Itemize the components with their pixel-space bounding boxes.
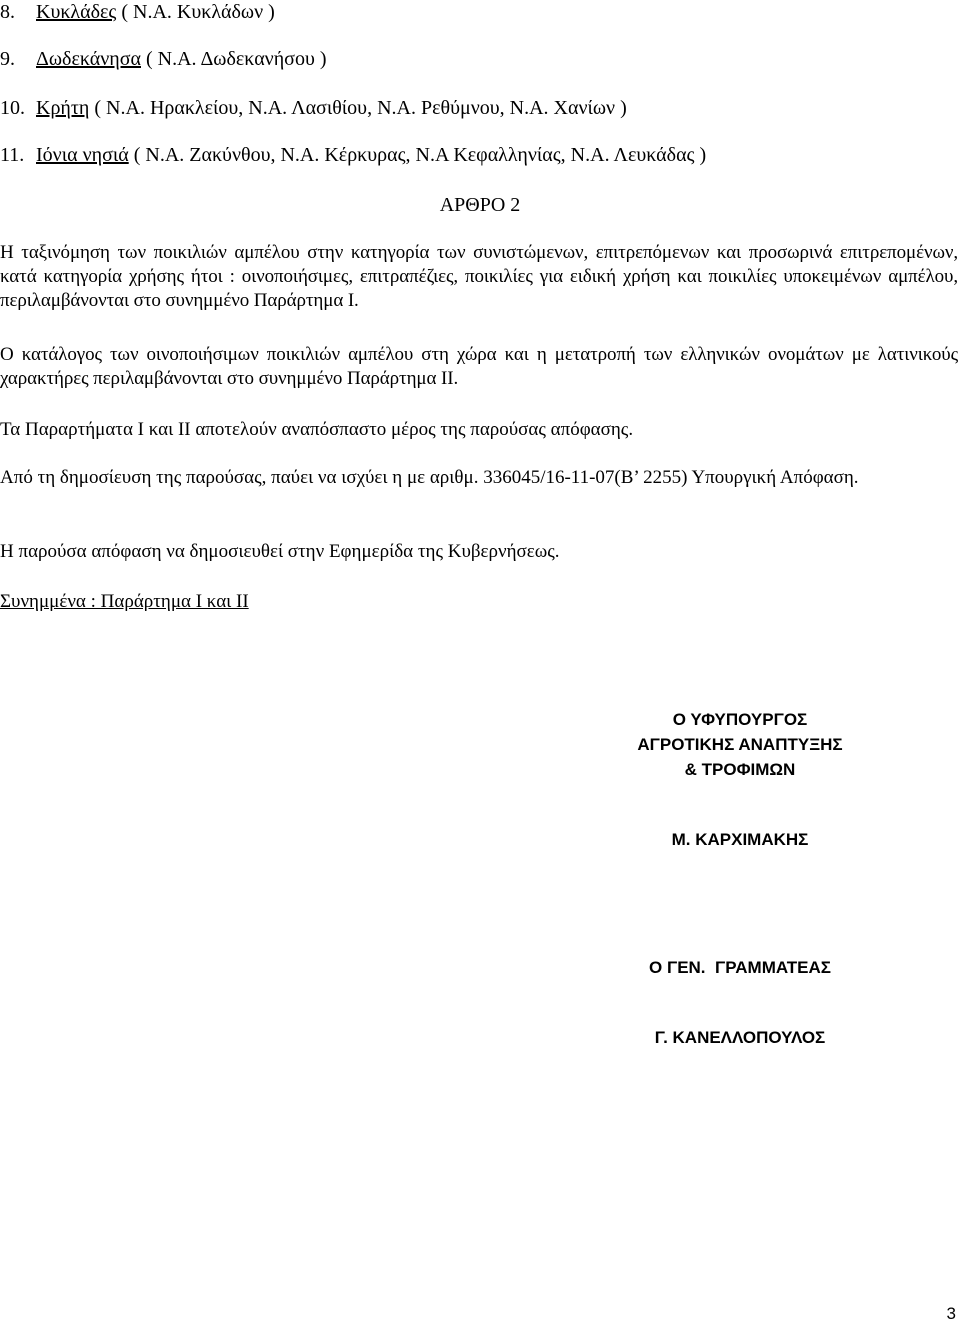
attachments-line: Συνημμένα : Παράρτημα Ι και ΙΙ	[0, 591, 249, 612]
region-name: Κυκλάδες	[36, 1, 117, 23]
page-number: 3	[946, 1304, 956, 1323]
list-item	[0, 96, 627, 120]
region-prefectures: ( Ν.Α. Δωδεκανήσου )	[141, 48, 327, 70]
list-number: 11.	[0, 144, 25, 166]
article-heading: ΑΡΘΡΟ 2	[439, 194, 521, 216]
paragraph-catalogue: Ο κατάλογος των οινοποιήσιμων ποικιλιών αμπέλου στη χώρα και η μετατροπή των ελληνικών ονομάτων με λατινικούς χαρακτήρες περιλαμβάνονται στο συνημμένο Παράρτημα ΙΙ.	[0, 344, 958, 389]
signature-title-line1: Ο ΥΦΥΠΟΥΡΓΟΣ	[672, 710, 808, 729]
signer-name-1: Μ. ΚΑΡΧΙΜΑΚΗΣ	[671, 830, 809, 849]
region-name: Δωδεκάνησα	[36, 48, 141, 70]
region-name: Κρήτη	[36, 97, 90, 119]
region-prefectures: ( Ν.Α. Κυκλάδων )	[116, 1, 275, 23]
paragraph-annexes: Τα Παραρτήματα Ι και ΙΙ αποτελούν αναπόσπαστο μέρος της παρούσας απόφασης.	[0, 419, 634, 440]
signature-title-line2: ΑΓΡΟΤΙΚΗΣ ΑΝΑΠΤΥΞΗΣ	[637, 735, 843, 754]
list-number: 9.	[0, 48, 15, 70]
region-prefectures: ( Ν.Α. Ηρακλείου, Ν.Α. Λασιθίου, Ν.Α. Ρεθύμνου, Ν.Α. Χανίων )	[89, 97, 627, 119]
list-number: 8.	[0, 1, 15, 23]
paragraph-repeal: Από τη δημοσίευση της παρούσας, παύει να ισχύει η με αριθμ. 336045/16-11-07(Β’ 2255) Υπουργική Απόφαση.	[0, 467, 859, 488]
list-item	[0, 143, 706, 167]
paragraph-publication: Η παρούσα απόφαση να δημοσιευθεί στην Εφημερίδα της Κυβερνήσεως.	[0, 541, 560, 562]
paragraph-classification: Η ταξινόμηση των ποικιλιών αμπέλου στην κατηγορία των συνιστώμενων, επιτρεπόμενων και προσωρινά επιτρεπομένων, κατά κατηγορία χρήσης ήτοι : οινοποιήσιμες, επιτραπέζιες, ποικιλίες για ειδική χρήση και ποικιλίες υποκειμένων αμπέλου, περιλαμβάνονται στο συνημμένο Παράρτημα Ι.	[0, 242, 958, 311]
list-item	[0, 0, 275, 24]
general-secretary-title: Ο ΓΕΝ. ΓΡΑΜΜΑΤΕΑΣ	[649, 958, 831, 977]
list-number: 10.	[0, 97, 25, 119]
region-name: Ιόνια νησιά	[36, 144, 129, 166]
list-item	[0, 47, 327, 71]
signer-name-2: Γ. ΚΑΝΕΛΛΟΠΟΥΛΟΣ	[654, 1028, 826, 1047]
region-prefectures: ( Ν.Α. Ζακύνθου, Ν.Α. Κέρκυρας, Ν.Α Κεφαλληνίας, Ν.Α. Λευκάδας )	[128, 144, 707, 166]
signature-title-line3: & ΤΡΟΦΙΜΩΝ	[684, 760, 796, 779]
